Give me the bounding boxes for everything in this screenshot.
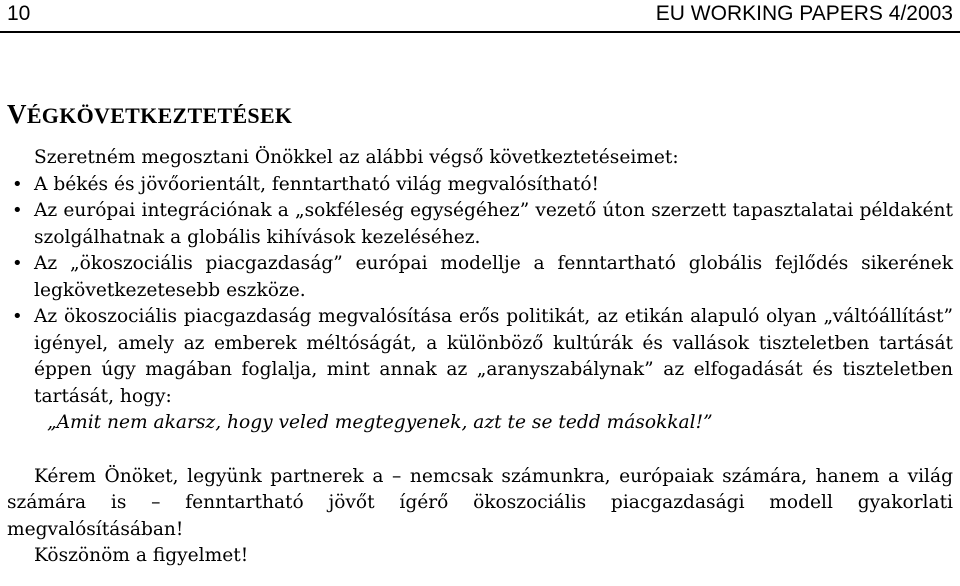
intro-paragraph: Szeretném megosztani Önökkel az alábbi végső következtetéseimet: <box>34 147 679 168</box>
list-item: • A békés és jövőorientált, fenntartható világ megvalósítható! <box>34 172 953 199</box>
closing-paragraph: Kérem Önöket, legyünk partnerek a – nemcsak számunkra, európaiak számára, hanem a világ számára is – fenntartható jövőt ígérő ökoszociális piacgazdasági modell gyakorlati megvalósításában! <box>7 465 953 540</box>
running-header <box>0 0 960 30</box>
section-title-rest: ÉGKÖVETKEZTETÉSEK <box>26 103 293 128</box>
list-item: • Az „ökoszociális piacgazdaság” európai modellje a fenntartható globális fejlődés sikerének legkövetkezetesebb eszköze. <box>34 251 953 304</box>
paragraph-gap <box>7 437 953 464</box>
body-text <box>7 145 953 570</box>
list-item: • Az európai integrációnak a „sokféleség egységéhez” vezető úton szerzett tapasztalatai példaként szolgálhatnak a globális kihívások kezeléséhez. <box>34 198 953 251</box>
golden-rule-quote: „Amit nem akarsz, hogy veled megtegyenek, azt te se tedd másokkal!” <box>47 412 713 433</box>
conclusion-list <box>7 172 953 411</box>
section-title <box>7 99 292 130</box>
series-title: EU WORKING PAPERS 4/2003 <box>655 2 953 25</box>
section-title-initial: V <box>7 99 27 129</box>
list-item: • Az ökoszociális piacgazdaság megvalósítása erős politikát, az etikán alapuló olyan „váltóállítást” igényel, amely az emberek méltóságát, a különböző kultúrák és vallások tiszteletben tartását éppen úgy magában foglalja, mint annak az „aranyszabálynak” az elfogadását és tiszteletben tartását, hogy: <box>34 304 953 410</box>
thanks-line: Köszönöm a figyelmet! <box>34 545 249 566</box>
header-rule <box>0 31 960 33</box>
page-number: 10 <box>7 2 31 25</box>
